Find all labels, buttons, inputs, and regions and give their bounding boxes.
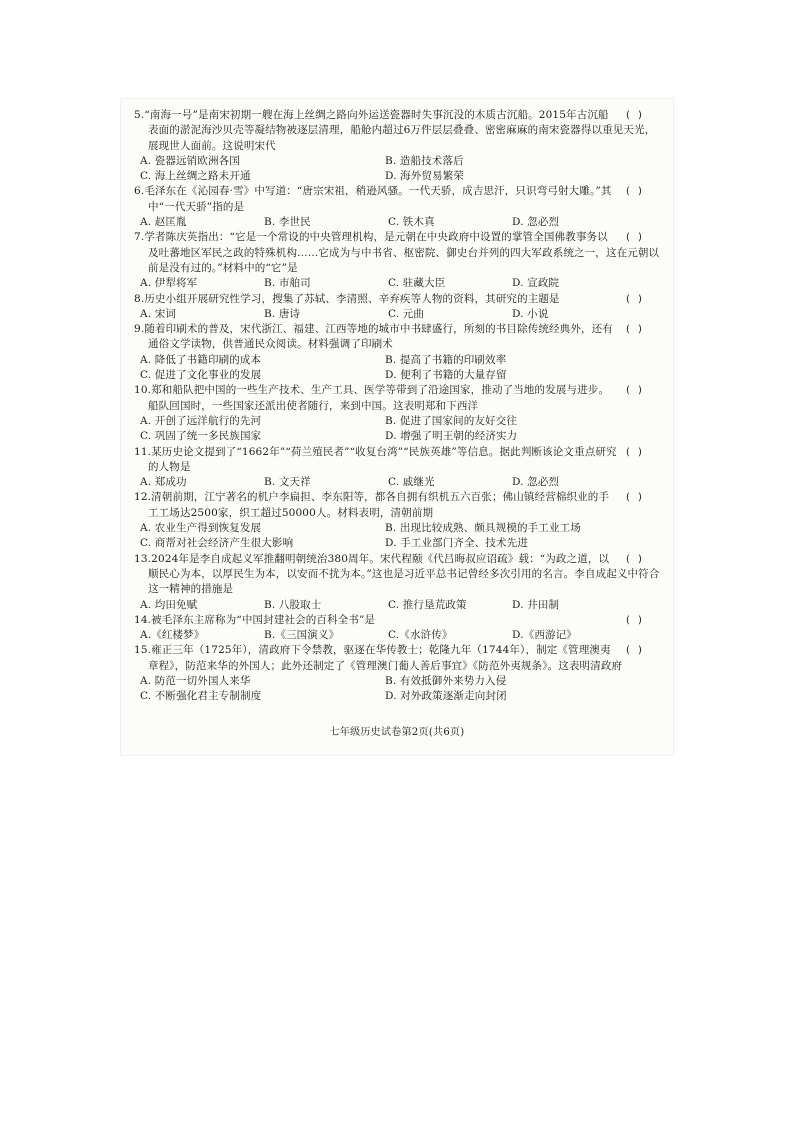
option-a: A. 开创了远洋航行的先河	[140, 414, 262, 427]
question-number: 10.	[134, 384, 152, 397]
options	[134, 276, 664, 291]
answer-paren: ( )	[624, 385, 644, 397]
option-c: C. 巩固了统一多民族国家	[140, 430, 262, 443]
option-c: C.《水浒传》	[388, 629, 453, 642]
option-b: B. 造船技术落后	[385, 154, 464, 167]
question-stem: 清朝前期，江宁著名的机户李扁担、李东阳等，都各自拥有织机五六百张；佛山镇经营棉织业的手工工场达2500家，织工超过50000人。材料表明，清朝前期	[148, 491, 610, 519]
options	[134, 215, 664, 230]
option-d: D. 忽必烈	[512, 476, 560, 489]
question-stem: 某历史论文提到了“1662年”“荷兰殖民者”“收复台湾”“民族英雄”等信息。据此判断该论文重点研究的人物是	[148, 445, 617, 473]
option-b: B. 促进了国家间的友好交往	[385, 414, 517, 427]
options	[134, 353, 664, 384]
option-d: D. 宣政院	[512, 277, 560, 290]
answer-paren: ( )	[624, 232, 644, 244]
question-13	[134, 552, 664, 613]
option-b: B. 出现比较成熟、颇具规模的手工业工场	[385, 522, 581, 535]
answer-paren: ( )	[624, 324, 644, 336]
options	[134, 674, 664, 705]
options	[134, 521, 664, 552]
option-d: D. 海外贸易繁荣	[385, 170, 465, 183]
option-c: C. 元曲	[388, 307, 425, 320]
question-stem: 毛泽东在《沁园春·雪》中写道：“唐宗宋祖，稍逊风骚。一代天骄，成吉思汗，只识弯弓射大雕。”其中“一代天骄”指的是	[144, 185, 612, 213]
option-a: A. 降低了书籍印刷的成本	[140, 353, 262, 366]
answer-paren: ( )	[624, 645, 644, 657]
option-b: B. 文天祥	[264, 476, 311, 489]
option-b: B. 八股取士	[264, 598, 322, 611]
option-a: A. 宋词	[140, 307, 177, 320]
question-stem: 雍正三年（1725年），清政府下令禁教，驱逐在华传教士；乾隆九年（1744年），制定《管理澳夷章程》，防范来华的外国人；此外还制定了《管理澳门葡人善后事宜》《防范外夷规条》。这表明清政府	[148, 644, 623, 672]
option-c: C. 铁木真	[388, 216, 435, 229]
question-14	[134, 613, 664, 644]
option-c: C. 促进了文化事业的发展	[140, 369, 262, 382]
question-stem: 郑和船队把中国的一些生产技术、生产工具、医学等带到了沿途国家，推动了当地的发展与进步。船队回国时，一些国家还派出使者随行，来到中国。这表明郑和下西洋	[148, 384, 610, 412]
option-b: B. 唐诗	[264, 307, 301, 320]
question-number: 9.	[134, 323, 145, 336]
option-d: D. 忽必烈	[512, 216, 560, 229]
option-b: B. 有效抵御外来势力入侵	[385, 674, 507, 687]
answer-paren: ( )	[624, 614, 644, 626]
options	[134, 598, 664, 613]
question-8	[134, 292, 664, 323]
question-number: 15.	[134, 644, 152, 657]
question-number: 11.	[134, 445, 152, 458]
answer-paren: ( )	[624, 446, 644, 458]
options	[134, 414, 664, 445]
option-d: D. 井田制	[512, 598, 560, 611]
option-c: C. 不断强化君主专制制度	[140, 690, 262, 703]
options	[134, 307, 664, 322]
answer-paren: ( )	[624, 553, 644, 565]
option-d: D.《西游记》	[512, 629, 577, 642]
question-6	[134, 184, 664, 230]
question-number: 6.	[134, 185, 145, 198]
option-a: A. 伊犁将军	[140, 277, 198, 290]
question-stem: 随着印刷术的普及，宋代浙江、福建、江西等地的城市中书肆盛行，所刻的书目除传统经典外，还有通俗文学读物，供普通民众阅读。材料强调了印刷术	[144, 323, 613, 351]
question-list	[134, 108, 664, 705]
question-stem: 历史小组开展研究性学习，搜集了苏轼、李清照、辛弃疾等人物的资料，其研究的主题是	[144, 292, 560, 305]
option-b: B.《三国演义》	[264, 629, 340, 642]
question-number: 5.	[134, 109, 145, 121]
question-number: 14.	[134, 613, 152, 626]
question-number: 8.	[134, 292, 145, 305]
option-c: C. 商帮对社会经济产生很大影响	[140, 537, 294, 550]
option-d: D. 小说	[512, 307, 549, 320]
question-10	[134, 383, 664, 444]
question-7	[134, 230, 664, 291]
option-d: D. 手工业部门齐全、技术先进	[385, 537, 528, 550]
scanned-exam-page	[120, 98, 674, 756]
option-b: B. 提高了书籍的印刷效率	[385, 353, 507, 366]
question-stem: 学者陈庆英指出：“它是一个常设的中央管理机构，是元朝在中央政府中设置的掌管全国佛教事务以及吐蕃地区军民之政的特殊机构……它成为与中书省、枢密院、御史台并列的四大军政系统之一，这在元朝以前是没有过的。”材料中的“它”是	[144, 231, 660, 274]
option-a: A. 均田免赋	[140, 598, 198, 611]
page-footer: 七年级历史试卷第2页(共6页)	[329, 727, 465, 738]
option-a: A. 郑成功	[140, 476, 187, 489]
option-c: C. 戚继光	[388, 476, 435, 489]
answer-paren: ( )	[624, 186, 644, 198]
options	[134, 475, 664, 490]
option-b: B. 市舶司	[264, 277, 311, 290]
question-number: 13.	[134, 552, 152, 565]
question-number: 12.	[134, 491, 152, 504]
question-stem: 被毛泽东主席称为“中国封建社会的百科全书”是	[151, 613, 376, 626]
question-12	[134, 490, 664, 551]
answer-paren: ( )	[624, 492, 644, 504]
question-9	[134, 322, 664, 383]
options	[134, 154, 664, 185]
option-d: D. 对外政策逐渐走向封闭	[385, 690, 507, 703]
answer-paren: ( )	[624, 110, 644, 121]
option-a: A.《红楼梦》	[140, 629, 205, 642]
question-stem: “南海一号”是南宋初期一艘在海上丝绸之路向外运送瓷器时失事沉没的木质古沉船。2015年古沉船表面的淤泥海沙贝壳等凝结物被逐层清理，船舱内超过6万件层层叠叠、密密麻麻的南宋瓷器得以重见天光，展现世人面前。这说明宋代	[144, 109, 656, 152]
question-number: 7.	[134, 231, 145, 244]
option-a: A. 农业生产得到恢复发展	[140, 522, 262, 535]
option-c: C. 驻藏大臣	[388, 277, 446, 290]
option-a: A. 防范一切外国人来华	[140, 674, 251, 687]
option-a: A. 瓷器远销欧洲各国	[140, 154, 240, 167]
question-stem: 2024年是李自成起义军推翻明朝统治380周年。宋代程颐《代吕晦叔应诏疏》载：“为政之道，以顺民心为本，以厚民生为本，以安而不扰为本。”这也是习近平总书记曾经多次引用的名言。李自成起义中符合这一精神的措施是	[148, 552, 660, 596]
option-b: B. 李世民	[264, 216, 311, 229]
option-c: C. 推行垦荒政策	[388, 598, 467, 611]
question-5	[134, 108, 664, 184]
option-a: A. 赵匡胤	[140, 216, 187, 229]
question-15	[134, 643, 664, 704]
answer-paren: ( )	[624, 293, 644, 305]
option-c: C. 海上丝绸之路未开通	[140, 170, 251, 183]
option-d: D. 便利了书籍的大量存留	[385, 369, 507, 382]
option-d: D. 增强了明王朝的经济实力	[385, 430, 518, 443]
question-11	[134, 445, 664, 491]
options	[134, 628, 664, 643]
